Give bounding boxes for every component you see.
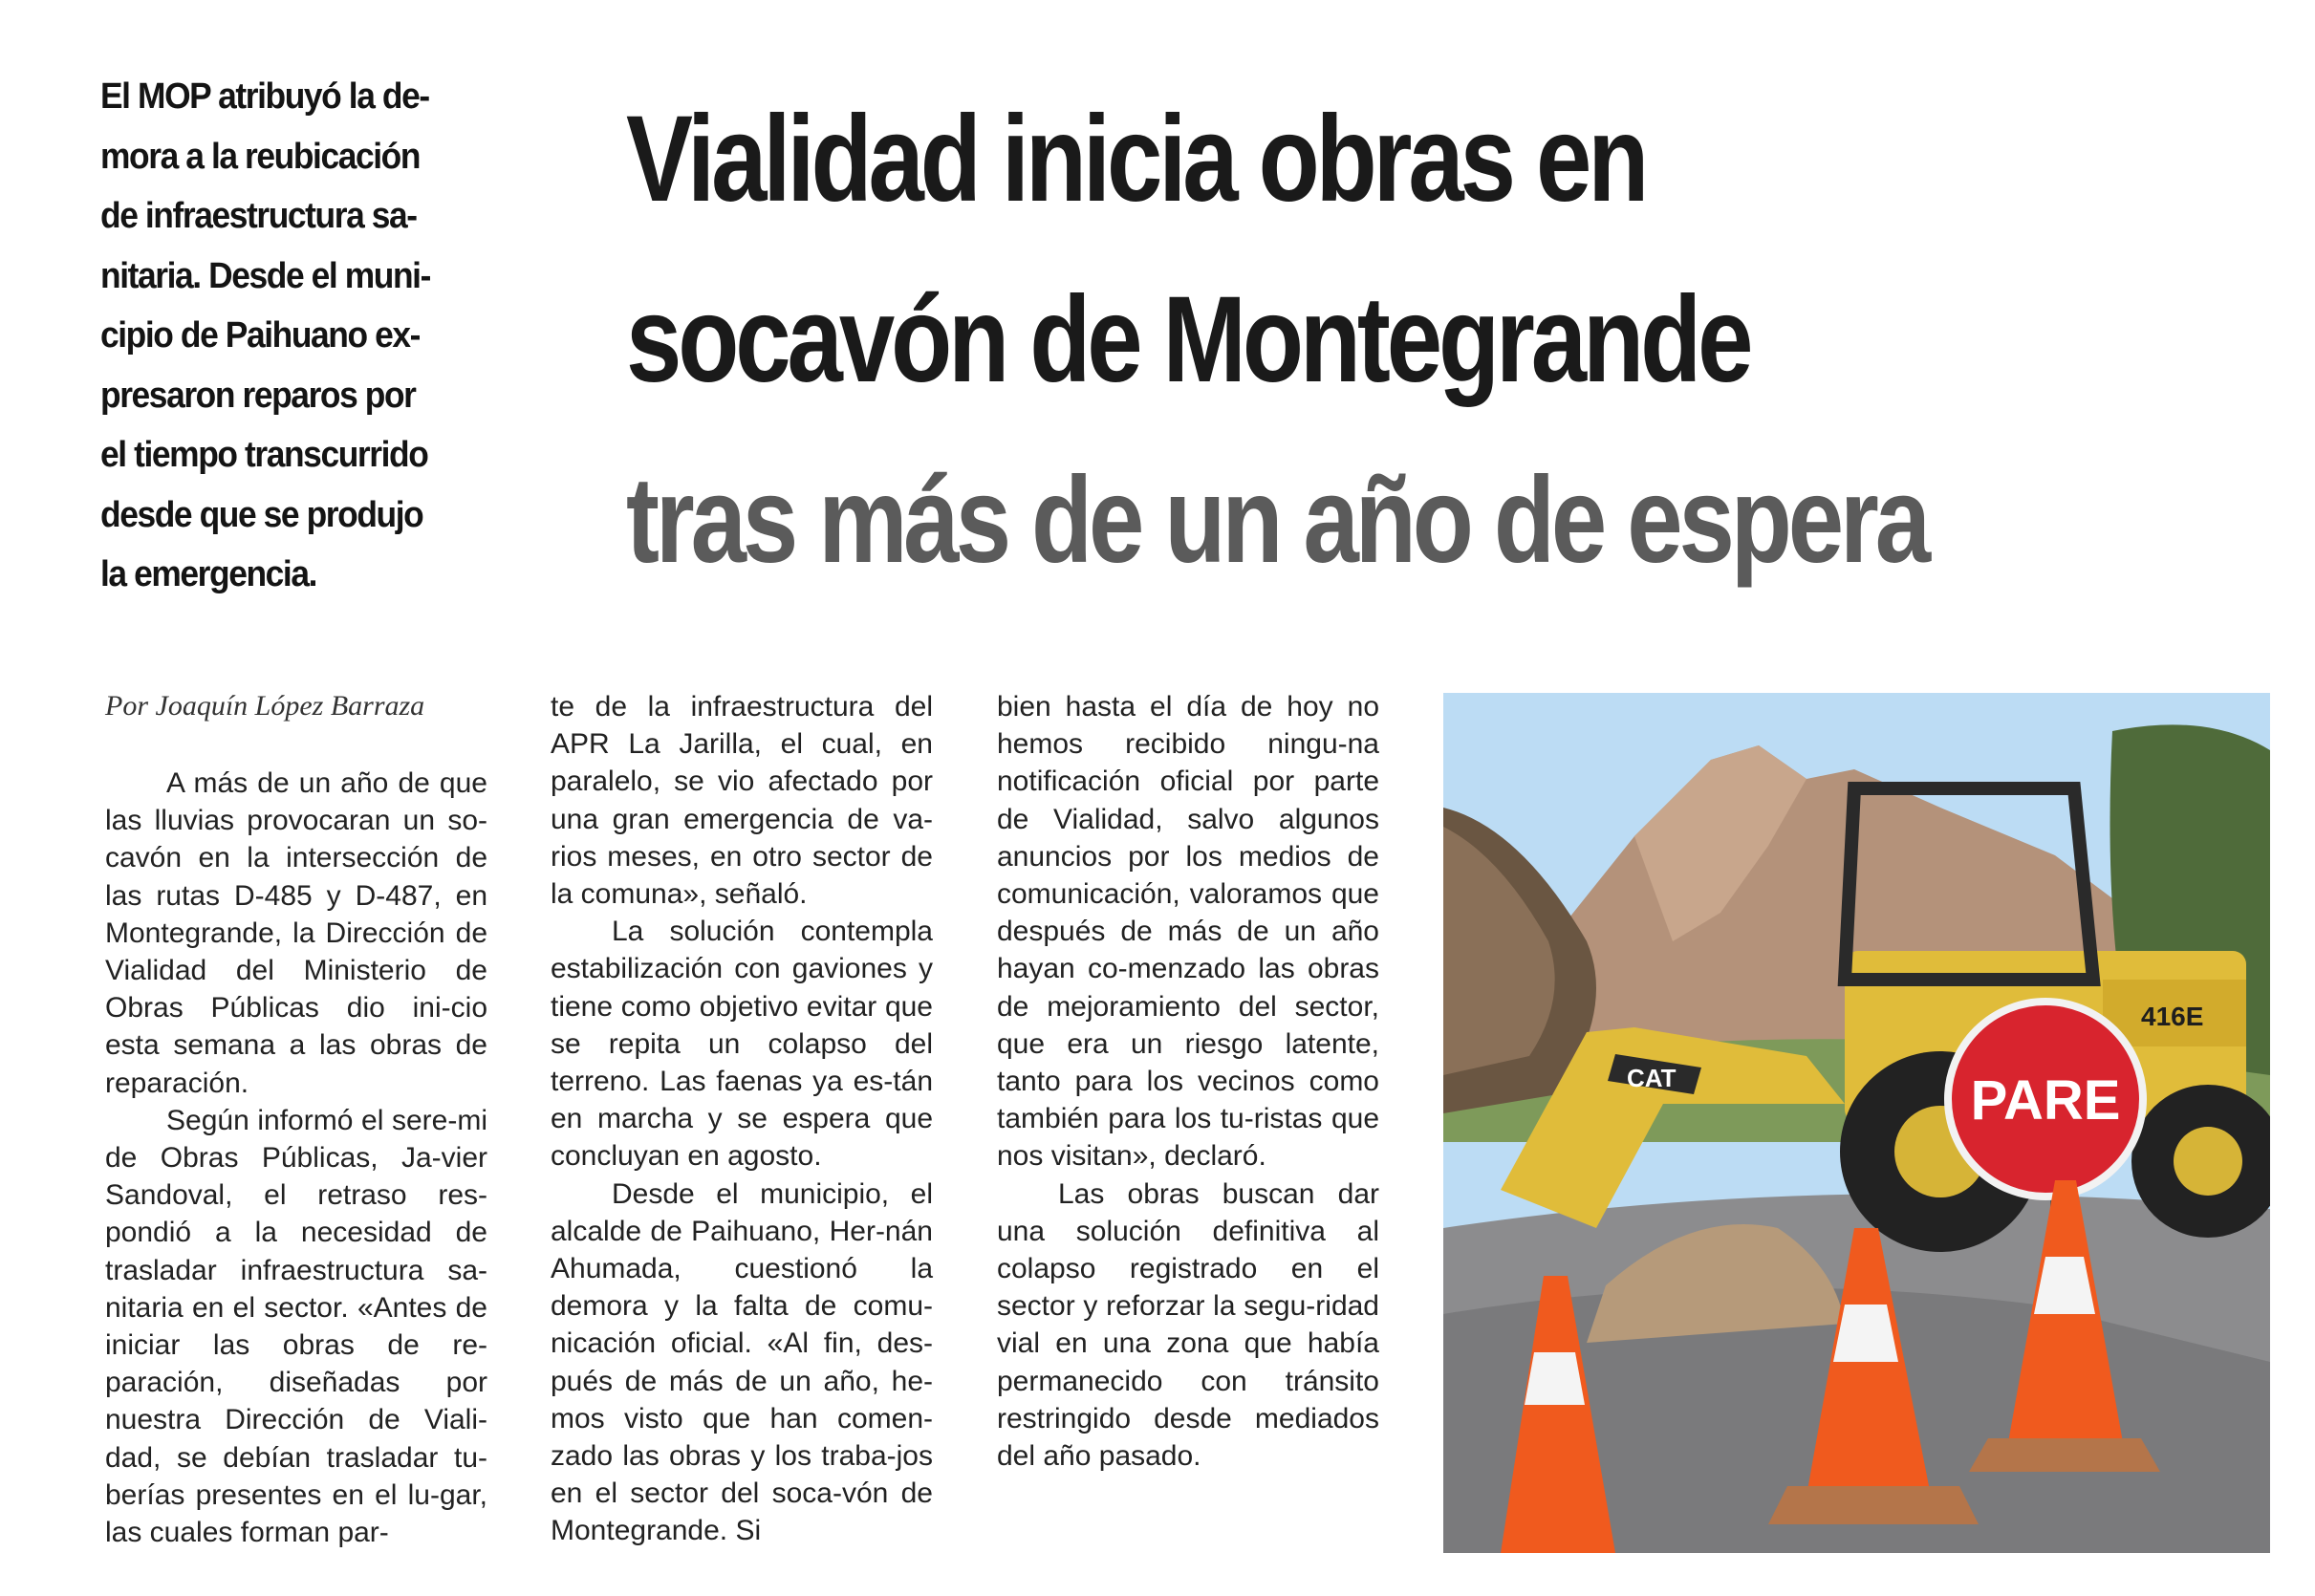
deck-line: el tiempo transcurrido [100,435,428,475]
deck-line: mora a la reubicación [100,136,421,177]
article-column-1 [105,765,487,1551]
paragraph: La solución contempla estabilización con gaviones y tiene como objetivo evitar que se repita un colapso del terreno. Las faenas ya es-tán en marcha y se espera que concluyan en agosto. [551,916,933,1173]
article-column-2 [551,688,933,1550]
paragraph: te de la infraestructura del APR La Jarilla, el cual, en paralelo, se vio afectado por una gran emergencia de va-rios meses, en otro sector de la comuna», señaló. [551,691,933,911]
headline-line-2: socavón de Montegrande [626,271,1750,408]
deck-line: cipio de Paihuano ex- [100,315,421,356]
deck-line: la emergencia. [100,554,317,594]
paragraph: Según informó el sere-mi de Obras Públicas, Ja-vier Sandoval, el retraso res-pondió a la necesidad de trasladar infraestructura sa-nitaria en el sector. «Antes de iniciar las obras de re-paración, diseñadas por nuestra Dirección de Viali-dad, se debían trasladar tu-berías presentes en el lu-gar, las cuales forman par- [105,1104,487,1549]
front-wheel-hub [2174,1127,2242,1196]
article-headline [626,69,1927,611]
stop-sign-text: PARE [1970,1069,2121,1132]
photo-illustration [1443,693,2270,1553]
byline: Por Joaquín López Barraza [105,690,425,722]
deck-line: presaron reparos por [100,375,416,416]
deck-line: desde que se produjo [100,494,423,535]
paragraph: bien hasta el día de hoy no hemos recibido ningu-na notificación oficial por parte de Vialidad, salvo algunos anuncios por los medios de comunicación, valoramos que después de más de un año hayan co-menzado las obras de mejoramiento del sector, que era un riesgo latente, tanto para los vecinos como también para los tu-ristas que nos visitan», declaró. [997,691,1379,1173]
headline-line-1: Vialidad inicia obras en [626,91,1646,227]
paragraph: Desde el municipio, el alcalde de Paihuano, Her-nán Ahumada, cuestionó la demora y la falta de comu-nicación oficial. «Al fin, des-pués de más de un año, he-mos visto que han comen-zado las obras y los traba-jos en el sector del soca-vón de Montegrande. Si [551,1177,933,1547]
article-deck [100,67,487,605]
article-column-3 [997,688,1379,1475]
paragraph: Las obras buscan dar una solución definitiva al colapso registrado en el sector y reforzar la segu-ridad vial en una zona que había permanecido con tránsito restringido desde mediados del año pasado. [997,1177,1379,1473]
backhoe-model: 416E [2141,1002,2204,1031]
headline-line-3: tras más de un año de espera [626,452,1928,589]
deck-line: nitaria. Desde el muni- [100,255,430,296]
deck-line: El MOP atribuyó la de- [100,76,429,117]
paragraph: A más de un año de que las lluvias provocaran un so-cavón en la intersección de las rutas D-485 y D-487, en Montegrande, la Dirección de Vialidad del Ministerio de Obras Públicas dio ini-cio esta semana a las obras de reparación. [105,767,487,1099]
deck-line: de infraestructura sa- [100,196,417,236]
excavator-brand: CAT [1627,1064,1677,1092]
article-photo [1443,693,2270,1553]
